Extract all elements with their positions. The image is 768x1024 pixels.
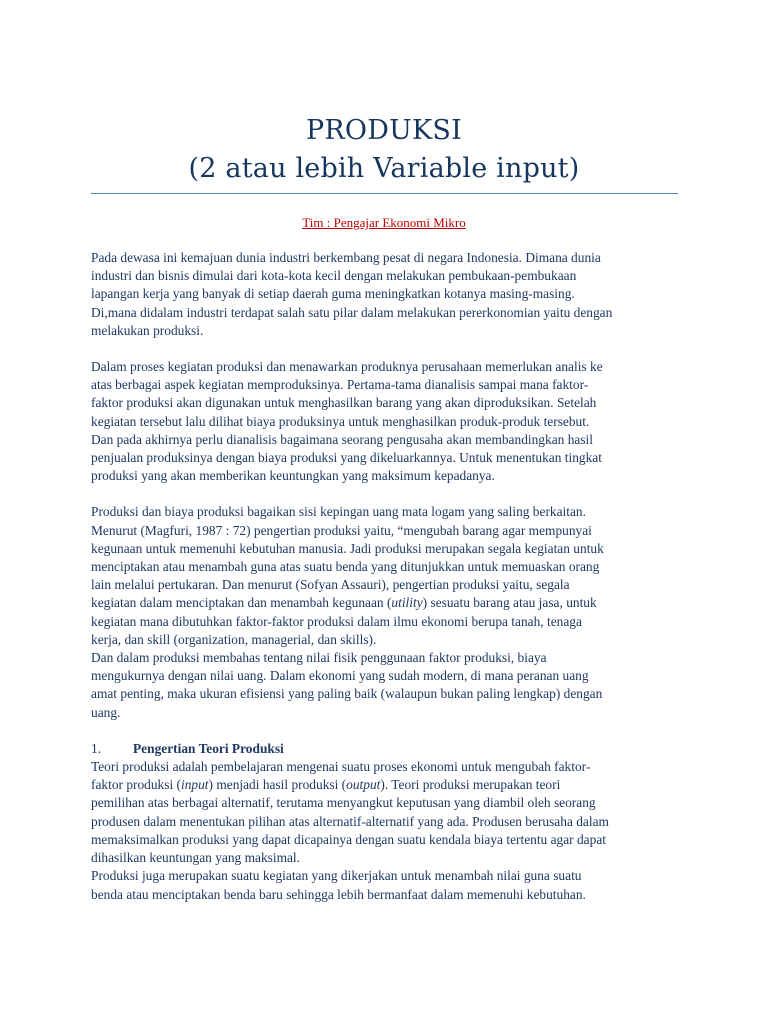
text-segment: ) menjadi hasil produksi ( xyxy=(208,777,347,793)
text-line: pemilihan atas berbagai alternatif, terutama menyangkut keputusan yang diambil oleh seorang xyxy=(91,795,596,811)
section-number: 1. xyxy=(91,740,102,756)
italic-term: input xyxy=(181,777,209,793)
author-subtitle: Tim : Pengajar Ekonomi Mikro xyxy=(302,215,466,230)
text-line: Produksi juga merupakan suatu kegiatan yang dikerjakan untuk menambah nilai guna suatu xyxy=(91,868,582,884)
text-line: Dan dalam produksi membahas tentang nilai fisik penggunaan faktor produksi, biaya xyxy=(91,650,547,666)
text-segment: ) sesuatu barang atau jasa, untuk xyxy=(422,595,597,611)
italic-term: utility xyxy=(391,595,423,611)
text-line: dihasilkan keuntungan yang maksimal. xyxy=(91,850,300,866)
text-line xyxy=(91,594,691,612)
text-line: benda atau menciptakan benda baru sehingga lebih bermanfaat dalam memenuhi kebutuhan. xyxy=(91,886,586,902)
section-teori-produksi xyxy=(91,740,691,904)
text-line: industri dan bisnis dimulai dari kota-kota kecil dengan melakukan pembukaan-pembukaan xyxy=(91,268,577,284)
text-line: Pada dewasa ini kemajuan dunia industri berkembang pesat di negara Indonesia. Dimana dunia xyxy=(91,250,601,265)
paragraph-spacer xyxy=(91,485,691,503)
text-line: kerja, dan skill (organization, managerial, dan skills). xyxy=(91,631,377,647)
title-line-1: PRODUKSI xyxy=(306,115,462,146)
text-segment: ). Teori produksi merupakan teori xyxy=(380,777,561,793)
section-heading xyxy=(91,740,691,758)
paragraph-definition xyxy=(91,503,691,721)
text-line: lain melalui pertukaran. Dan menurut (Sofyan Assauri), pengertian produksi yaitu, segala xyxy=(91,577,570,593)
paragraph-spacer xyxy=(91,340,691,358)
text-line: kegunaan untuk memenuhi kebutuhan manusia. Jadi produksi merupakan segala kegiatan untuk xyxy=(91,540,604,556)
title-divider xyxy=(91,193,678,194)
text-line: produsen dalam menentukan pilihan atas alternatif-alternatif yang ada. Produsen berusaha dalam xyxy=(91,813,609,829)
text-line: kegiatan tersebut lalu dilihat biaya produksinya untuk menghasilkan produk-produk tersebut. xyxy=(91,413,590,429)
text-line: menciptakan atau menambah guna atas suatu benda yang ditunjukkan untuk memuaskan orang xyxy=(91,559,600,575)
title-line-2: (2 atau lebih Variable input) xyxy=(188,153,580,184)
paragraph-analysis xyxy=(91,358,691,485)
text-line: Teori produksi adalah pembelajaran mengenai suatu proses ekonomi untuk mengubah faktor- xyxy=(91,759,591,775)
section-title: Pengertian Teori Produksi xyxy=(133,740,284,756)
text-line xyxy=(91,776,691,794)
text-line: Dan pada akhirnya perlu dianalisis bagaimana seorang pengusaha akan membandingkan hasil xyxy=(91,431,593,447)
text-line: atas berbagai aspek kegiatan memproduksinya. Pertama-tama dianalisis sampai mana faktor- xyxy=(91,377,589,393)
text-line: mengukurnya dengan nilai uang. Dalam ekonomi yang sudah modern, di mana peranan uang xyxy=(91,668,589,684)
text-segment: kegiatan dalam menciptakan dan menambah kegunaan ( xyxy=(91,595,392,611)
text-line: kegiatan mana dibutuhkan faktor-faktor produksi dalam ilmu ekonomi berupa tanah, tenaga xyxy=(91,613,582,629)
paragraph-intro xyxy=(91,249,691,340)
text-line: Menurut (Magfuri, 1987 : 72) pengertian produksi yaitu, “mengubah barang agar mempunyai xyxy=(91,522,592,538)
italic-term: output xyxy=(346,777,381,793)
text-line: faktor produksi akan digunakan untuk menghasilkan barang yang akan diproduksikan. Setelah xyxy=(91,395,597,411)
paragraph-spacer xyxy=(91,722,691,740)
document-body xyxy=(91,249,691,904)
text-line: produksi yang akan memberikan keuntungkan yang maksimum kepadanya. xyxy=(91,468,495,484)
document-title xyxy=(90,112,678,188)
text-line: amat penting, maka ukuran efisiensi yang paling baik (walaupun bukan paling lengkap) dengan xyxy=(91,686,603,702)
text-line: Dalam proses kegiatan produksi dan menawarkan produknya perusahaan memerlukan analis ke xyxy=(91,359,603,375)
text-line: lapangan kerja yang banyak di setiap daerah guma meningkatkan kotanya masing-masing. xyxy=(91,286,575,302)
text-segment: faktor produksi ( xyxy=(91,777,181,793)
text-line: uang. xyxy=(91,704,121,720)
text-line: Di,mana didalam industri terdapat salah satu pilar dalam melakukan pererkonomian yaitu dengan xyxy=(91,304,613,320)
text-line: Produksi dan biaya produksi bagaikan sisi kepingan uang mata logam yang saling berkaitan. xyxy=(91,504,586,520)
text-line: penjualan produksinya dengan biaya produksi yang dikeluarkannya. Untuk menentukan tingkat xyxy=(91,450,602,466)
text-line: melakukan produksi. xyxy=(91,322,204,338)
text-line: memaksimalkan produksi yang dapat dicapainya dengan suatu kendala biaya tertentu agar dapat xyxy=(91,831,606,847)
